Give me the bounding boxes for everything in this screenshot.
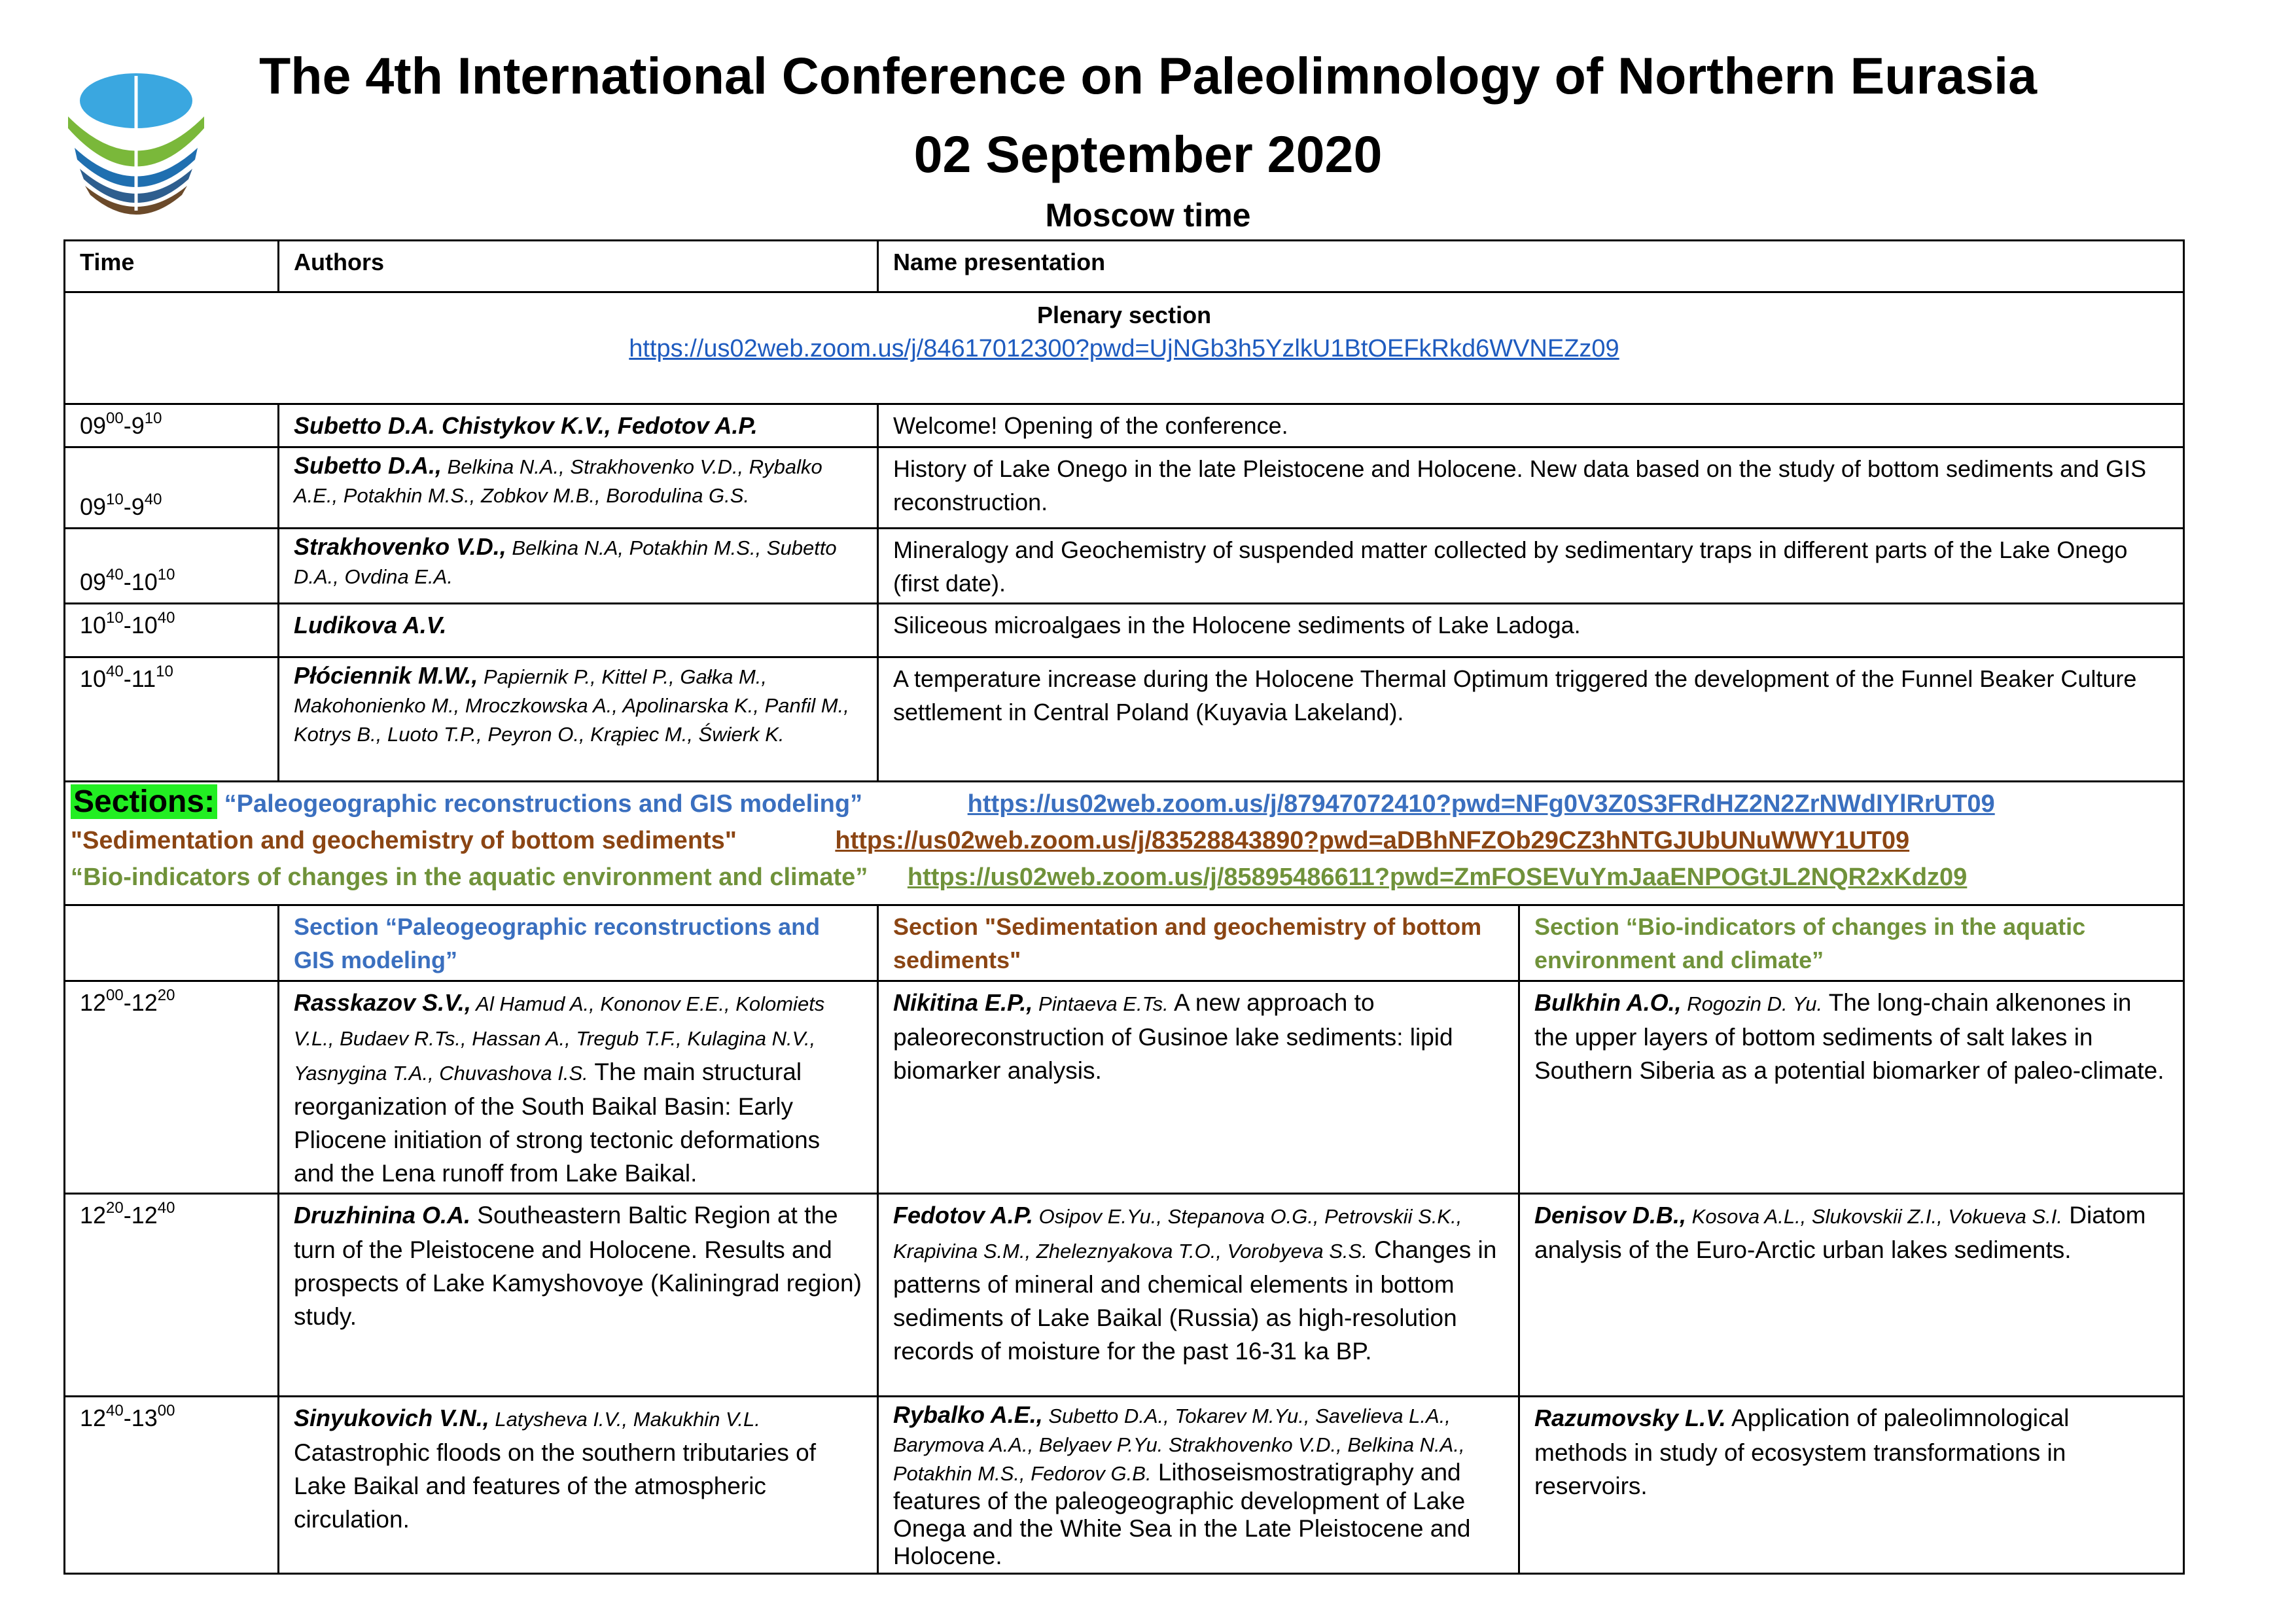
plenary-title: Plenary section [1036, 302, 1212, 328]
section-1-talk: Sinyukovich V.N., Latysheva I.V., Makukhin V.L. Catastrophic floods on the southern tributaries of Lake Baikal and features of the atmospheric circulation. [279, 1397, 878, 1574]
section-line-1 [71, 784, 2178, 822]
timezone-subtitle: Moscow time [1045, 197, 1251, 234]
authors-cell: Subetto D.A., Belkina N.A., Strakhovenko V.D., Rybalko A.E., Potakhin M.S., Zobkov M.B., Borodulina G.S. [279, 447, 878, 529]
section-1-header: Section “Paleogeographic reconstructions and GIS modeling” [279, 905, 878, 981]
section-2-talk: Rybalko A.E., Subetto D.A., Tokarev M.Yu., Savelieva L.A., Barymova A.A., Belyaev P.Yu. Strakhovenko V.D., Belkina N.A., Potakhin M.S., Fedorov G.B. Lithoseismostratigraphy and features of the paleogeographic development of Lake Onega and the White Sea in the Late Pleistocene and Holocene. [878, 1397, 1519, 1574]
presentation-cell: Mineralogy and Geochemistry of suspended matter collected by sedimentary traps in different parts of the Lake Onego (first date). [878, 529, 2184, 604]
schedule-table [63, 239, 2185, 1575]
section-1-talk: Rasskazov S.V., Al Hamud A., Kononov E.E., Kolomiets V.L., Budaev R.Ts., Hassan A., Tregub T.F., Kulagina N.V., Yasnygina T.A., Chuvashova I.S. The main structural reorganization of the South Baikal Basin: Early Pliocene initiation of strong tectonic deformations and the Lena runoff from Lake Baikal. [279, 981, 878, 1194]
time-cell: $09^{00}-9^{10}$ [65, 404, 279, 447]
sections-label: Sections: [71, 784, 217, 819]
section-1-talk: Druzhinina O.A. Southeastern Baltic Region at the turn of the Pleistocene and Holocene. Results and prospects of Lake Kamyshovoye (Kaliningrad region) study. [279, 1194, 878, 1397]
sections-cell [65, 782, 2184, 905]
authors-cell: Ludikova A.V. [279, 604, 878, 657]
plenary-row [65, 292, 2184, 404]
section-2-header: Section "Sedimentation and geochemistry of bottom sediments" [878, 905, 1519, 981]
conference-date: 02 September 2020 [913, 125, 1383, 183]
section-1-zoom-link[interactable]: https://us02web.zoom.us/j/87947072410?pwd=NFg0V3Z0S3FRdHZ2N2ZrNWdIYlRrUT09 [967, 790, 1995, 818]
conference-title: The 4th International Conference on Paleolimnology of Northern Eurasia [258, 46, 2038, 105]
authors-cell: Płóciennik M.W., Papiernik P., Kittel P., Gałka M., Makohonienko M., Mroczkowska A., Apolinarska K., Panfil M., Kotrys B., Luoto T.P., Peyron O., Krąpiec M., Świerk K. [279, 657, 878, 782]
section-1-name: “Paleogeographic reconstructions and GIS modeling” [224, 790, 863, 818]
time-cell: $12^{40}-13^{00}$ [65, 1397, 279, 1574]
table-row [65, 604, 2184, 657]
time-cell: $10^{10}-10^{40}$ [65, 604, 279, 657]
plenary-cell [65, 292, 2184, 404]
col-authors-header: Authors [279, 241, 878, 292]
section-line-2 [71, 822, 2178, 859]
section-2-talk: Fedotov A.P. Osipov E.Yu., Stepanova O.G., Petrovskii S.K., Krapivina S.M., Zheleznyakova T.O., Vorobyeva S.S. Changes in patterns of mineral and chemical elements in bottom sediments of Lake Baikal (Russia) as high-resolution records of moisture for the past 16-31 ka BP. [878, 1194, 1519, 1397]
section-2-talk: Nikitina E.P., Pintaeva E.Ts. A new approach to paleoreconstruction of Gusinoe lake sediments: lipid biomarker analysis. [878, 981, 1519, 1194]
authors-cell: Strakhovenko V.D., Belkina N.A, Potakhin M.S., Subetto D.A., Ovdina E.A. [279, 529, 878, 604]
empty-time-cell [65, 905, 279, 981]
presentation-cell: A temperature increase during the Holocene Thermal Optimum triggered the development of the Funnel Beaker Culture settlement in Central Poland (Kuyavia Lakeland). [878, 657, 2184, 782]
section-header-row [65, 905, 2184, 981]
time-cell: $09^{10}-9^{40}$ [65, 447, 279, 529]
time-cell: $12^{00}-12^{20}$ [65, 981, 279, 1194]
col-presentation-header: Name presentation [878, 241, 2184, 292]
table-row [65, 529, 2184, 604]
presentation-cell: Welcome! Opening of the conference. [878, 404, 2184, 447]
presentation-cell: History of Lake Onego in the late Pleistocene and Holocene. New data based on the study of bottom sediments and GIS reconstruction. [878, 447, 2184, 529]
section-2-name: "Sedimentation and geochemistry of bottom sediments" [71, 827, 737, 854]
table-row [65, 1397, 2184, 1574]
section-3-name: “Bio-indicators of changes in the aquatic environment and climate” [71, 864, 868, 891]
section-2-zoom-link[interactable]: https://us02web.zoom.us/j/83528843890?pwd=aDBhNFZOb29CZ3hNTGJUbUNuWWY1UT09 [835, 827, 1910, 854]
authors-cell: Subetto D.A. Chistykov K.V., Fedotov A.P. [279, 404, 878, 447]
col-time-header: Time [65, 241, 279, 292]
table-header-row [65, 241, 2184, 292]
table-row [65, 404, 2184, 447]
time-cell: $09^{40}-10^{10}$ [65, 529, 279, 604]
section-3-zoom-link[interactable]: https://us02web.zoom.us/j/85895486611?pwd=ZmFOSEVuYmJaaENPOGtJL2NQR2xKdz09 [907, 864, 1968, 891]
section-3-talk: Razumovsky L.V. Application of paleolimnological methods in study of ecosystem transformations in reservoirs. [1519, 1397, 2184, 1574]
section-3-talk: Denisov D.B., Kosova A.L., Slukovskii Z.I., Vokueva S.I. Diatom analysis of the Euro-Arctic urban lakes sediments. [1519, 1194, 2184, 1397]
plenary-zoom-link[interactable]: https://us02web.zoom.us/j/84617012300?pwd=UjNGb3h5YzlkU1BtOEFkRkd6WVNEZz09 [629, 335, 1619, 362]
table-row [65, 1194, 2184, 1397]
time-cell: $12^{20}-12^{40}$ [65, 1194, 279, 1397]
table-row [65, 981, 2184, 1194]
section-3-talk: Bulkhin A.O., Rogozin D. Yu. The long-chain alkenones in the upper layers of bottom sediments of salt lakes in Southern Siberia as a potential biomarker of paleo-climate. [1519, 981, 2184, 1194]
table-row [65, 447, 2184, 529]
sections-row [65, 782, 2184, 905]
section-line-3 [71, 859, 2178, 896]
presentation-cell: Siliceous microalgaes in the Holocene sediments of Lake Ladoga. [878, 604, 2184, 657]
section-3-header: Section “Bio-indicators of changes in the aquatic environment and climate” [1519, 905, 2184, 981]
table-row [65, 657, 2184, 782]
time-cell: $10^{40}-11^{10}$ [65, 657, 279, 782]
